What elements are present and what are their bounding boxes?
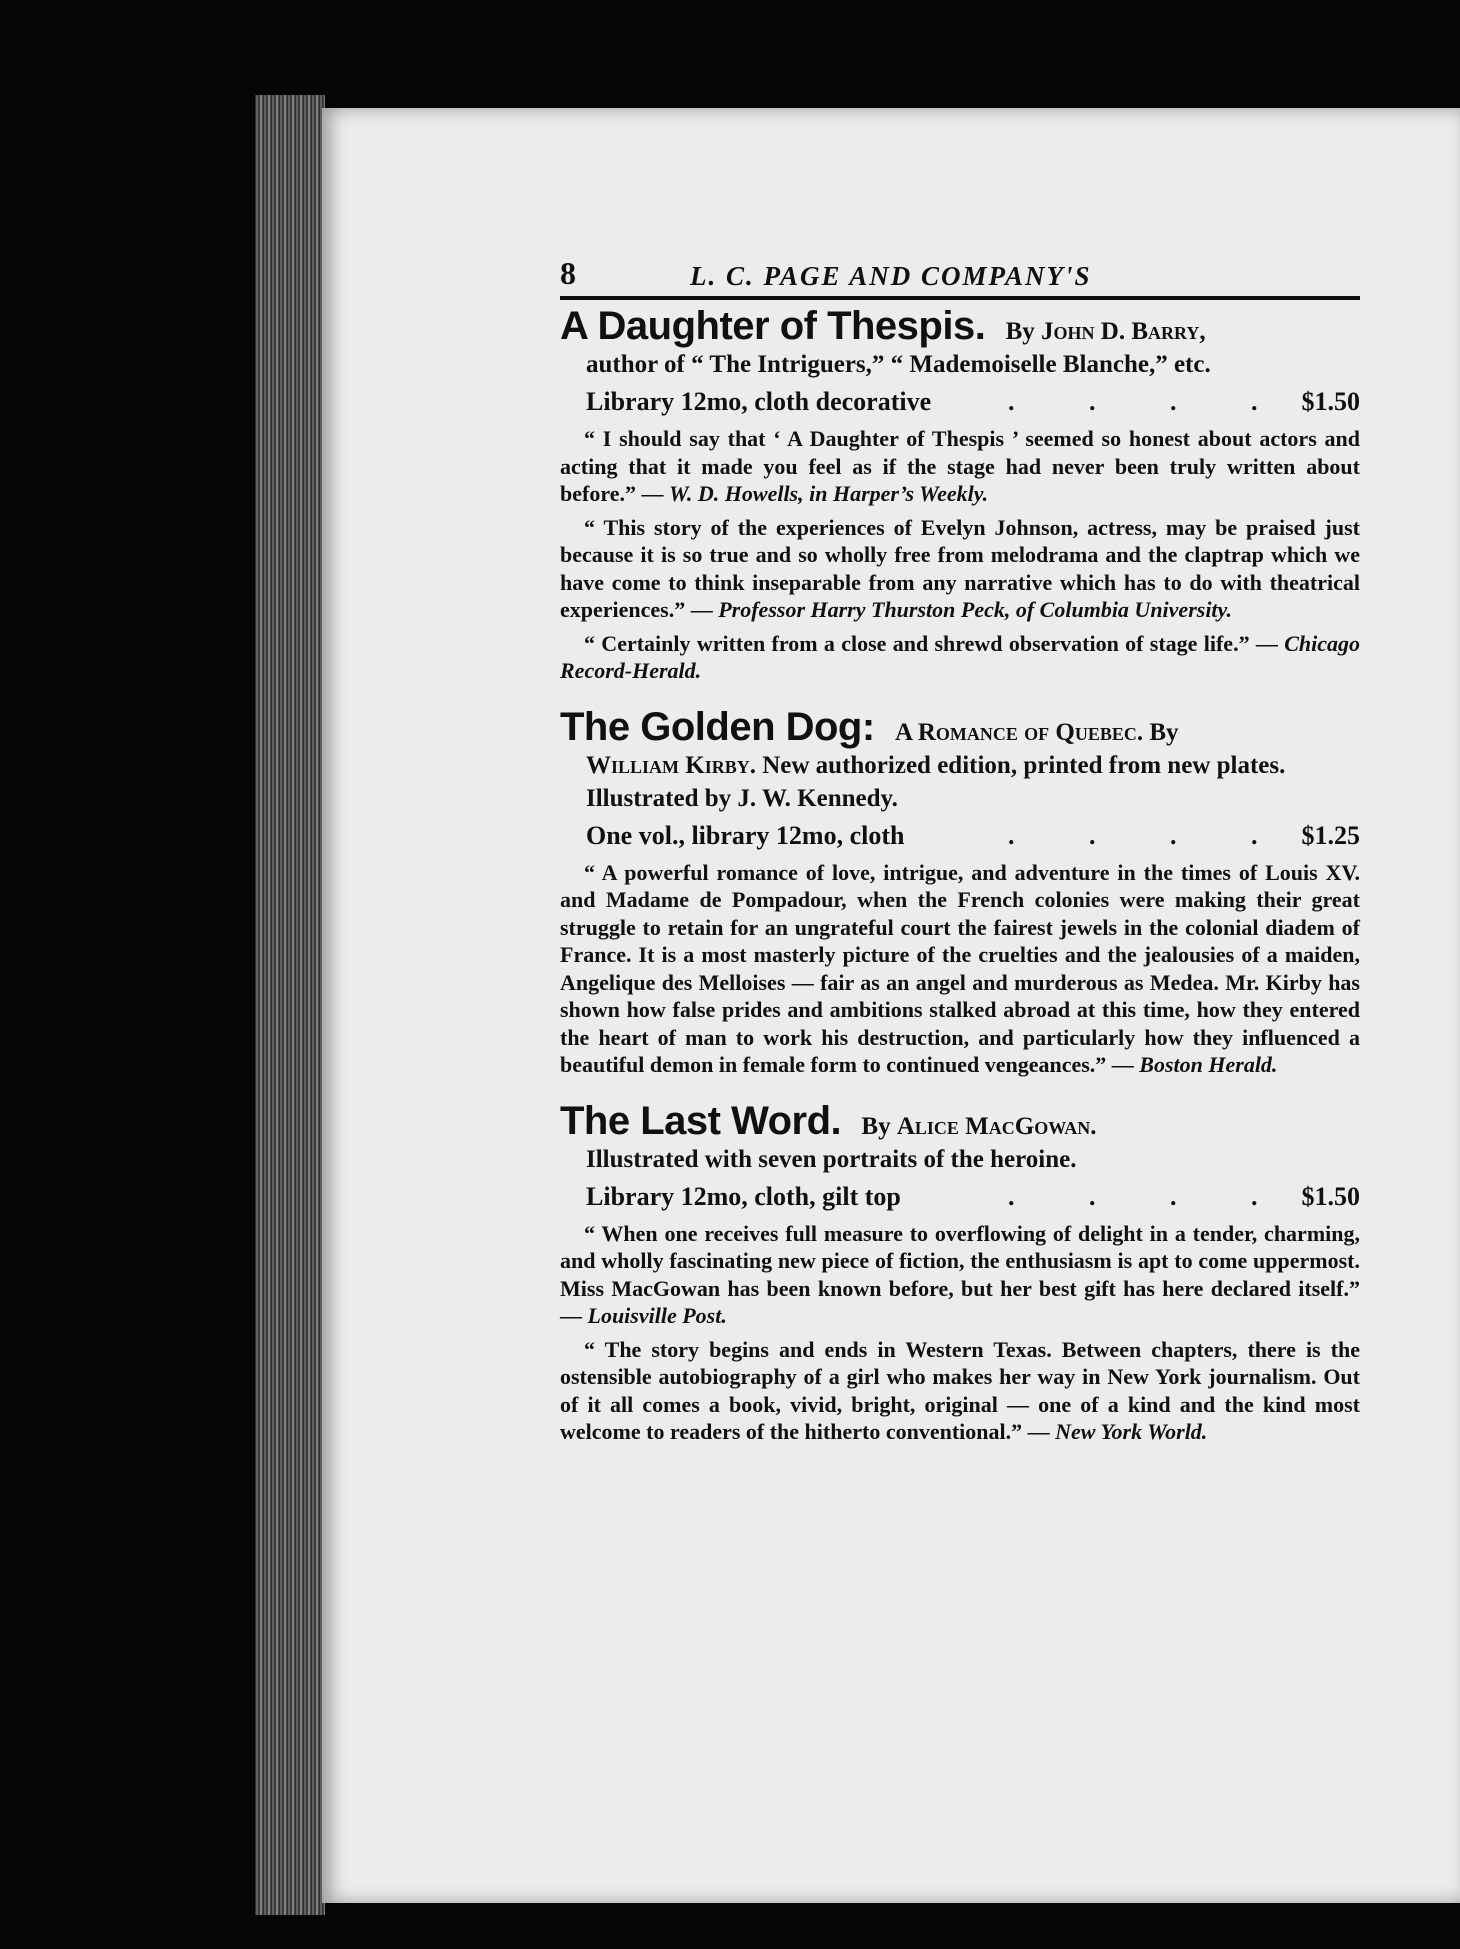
format-text: Library 12mo, cloth decorative [586, 387, 932, 416]
page-number: 8 [560, 255, 576, 291]
by-label: By [861, 1112, 891, 1140]
book-title: The Last Word. [560, 1098, 842, 1143]
entry-heading [560, 704, 1360, 815]
quote-text: “ When one receives full measure to overflowing of delight in a tender, charming, and wholly fascinating new piece of fiction, the enthusiasm is apt to come uppermost. Miss MacGowan has been known before, but her best gift has here declared itself.” — [560, 1220, 1360, 1328]
price-line [560, 1182, 1360, 1212]
quote-source: New York World. [1055, 1419, 1208, 1444]
leader-dots: . . . . [1008, 1181, 1292, 1211]
price-line [560, 387, 1360, 417]
quote-text: “ A powerful romance of love, intrigue, and adventure in the times of Louis XV. and Madame de Pompadour, when the French colonies were making their great struggle to retain for an ungrateful court the fairest jewels in the colonial diadem of France. It is a most masterly picture of the cruelties and the jealousies of a maiden, Angelique des Melloises — fair as an angel and murderous as Medea. Mr. Kirby has shown how false prides and ambitions stalked abroad at this time, how they entered the heart of man to work his destruction, and particularly how they influenced a beautiful demon in female form to continued vengeances.” — [560, 859, 1360, 1077]
book-page-edges [255, 95, 325, 1915]
quote-source: Chicago Record-Herald. [560, 630, 1360, 683]
running-head [560, 252, 1360, 300]
quote-source: Louisville Post. [587, 1303, 727, 1328]
entry-heading [560, 1098, 1360, 1176]
page-content [560, 252, 1360, 1452]
leader-dots: . . . . [1008, 387, 1292, 416]
book-title: A Daughter of Thespis. [560, 304, 986, 348]
author-name: William Kirby. [586, 751, 756, 779]
author-name: John D. Barry, [1041, 318, 1206, 345]
format-text: One vol., library 12mo, cloth [586, 820, 905, 850]
price: $1.25 [1301, 820, 1360, 850]
quote-source: W. D. Howells, in Harper’s Weekly. [668, 481, 989, 506]
author-note: New authorized edition, printed from new plates. Illustrated by J. W. Kennedy. [586, 751, 1286, 812]
by-label: By [1149, 718, 1179, 746]
price: $1.50 [1301, 387, 1360, 416]
quote-source: Professor Harry Thurston Peck, of Columbia University. [718, 597, 1232, 622]
book-title: The Golden Dog: [560, 704, 875, 749]
book-entry [560, 304, 1360, 685]
author-block [560, 749, 1360, 815]
review-quote [560, 1336, 1360, 1446]
author-name: Alice MacGowan. [896, 1112, 1097, 1140]
review-quote [560, 1220, 1360, 1330]
entry-heading [560, 304, 1360, 381]
quote-text: “ I should say that ‘ A Daughter of Thespis ’ seemed so honest about actors and acting that it made you feel as if the stage had never been truly written about before.” — [560, 426, 1360, 506]
author-note: author of “ The Intriguers,” “ Mademoiselle Blanche,” etc. [586, 351, 1211, 378]
review-quote [560, 514, 1360, 624]
quote-text: “ This story of the experiences of Evelyn Johnson, actress, may be praised just because it is so true and so wholly free from melodrama and the claptrap which we have come to think inseparable from any narrative which has to do with theatrical experiences.” — [560, 514, 1360, 622]
price: $1.50 [1301, 1181, 1360, 1211]
leader-dots: . . . . [1008, 820, 1292, 850]
by-label: By [1005, 318, 1035, 345]
quote-text: “ Certainly written from a close and shrewd observation of stage life.” — [584, 630, 1285, 656]
price-line [560, 821, 1360, 851]
book-subtitle: A Romance of Quebec. [894, 718, 1144, 746]
book-entry [560, 704, 1360, 1079]
author-note: Illustrated with seven portraits of the heroine. [586, 1145, 1077, 1173]
running-head-title: L. C. PAGE AND COMPANY'S [690, 261, 1092, 291]
review-quote [560, 425, 1360, 508]
review-quote [560, 630, 1360, 685]
quote-text: “ The story begins and ends in Western Texas. Between chapters, there is the ostensible autobiography of a girl who makes her way in New York journalism. Out of it all comes a book, vivid, bright, original — one of a kind and the kind most welcome to readers of the hitherto conventional.” — [560, 1336, 1360, 1444]
quote-source: Boston Herald. [1139, 1052, 1278, 1077]
format-text: Library 12mo, cloth, gilt top [586, 1181, 901, 1211]
review-quote [560, 859, 1360, 1079]
book-entry [560, 1098, 1360, 1446]
